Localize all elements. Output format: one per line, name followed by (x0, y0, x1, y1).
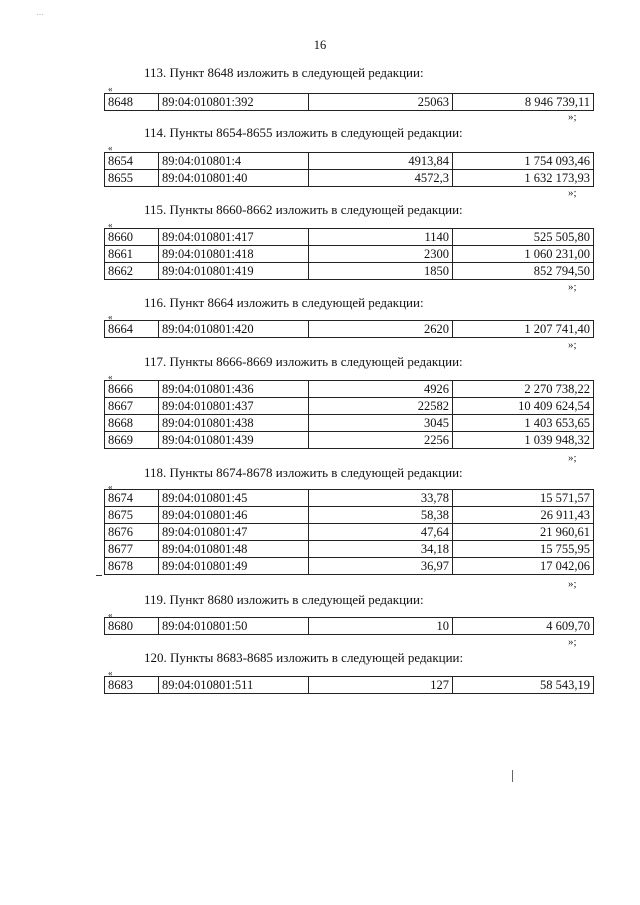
area-value: 36,97 (309, 558, 453, 575)
area-value: 10 (309, 618, 453, 635)
table-row (105, 677, 594, 694)
table-row (105, 490, 594, 507)
item-number: 8675 (105, 507, 159, 524)
cost-value: 26 911,43 (453, 507, 594, 524)
cost-value: 1 403 653,65 (453, 415, 594, 432)
amendment-table-113 (104, 93, 594, 111)
section-heading-118: 118. Пункты 8674-8678 изложить в следующей редакции: (144, 465, 463, 480)
cadastral-number: 89:04:010801:419 (159, 263, 309, 280)
table-row (105, 381, 594, 398)
item-number: 8674 (105, 490, 159, 507)
section-heading-117: 117. Пункты 8666-8669 изложить в следующей редакции: (144, 354, 463, 369)
cost-value: 8 946 739,11 (453, 94, 594, 111)
item-number: 8648 (105, 94, 159, 111)
cost-value: 17 042,06 (453, 558, 594, 575)
item-number: 8677 (105, 541, 159, 558)
item-number: 8683 (105, 677, 159, 694)
margin-mark: … (36, 8, 44, 17)
table-row (105, 153, 594, 170)
quote-open: « (108, 668, 113, 678)
section-heading-116: 116. Пункт 8664 изложить в следующей редакции: (144, 295, 424, 310)
area-value: 4913,84 (309, 153, 453, 170)
item-number: 8664 (105, 321, 159, 338)
area-value: 47,64 (309, 524, 453, 541)
table-row (105, 558, 594, 575)
cost-value: 58 543,19 (453, 677, 594, 694)
cost-value: 2 270 738,22 (453, 381, 594, 398)
area-value: 2256 (309, 432, 453, 449)
area-value: 58,38 (309, 507, 453, 524)
item-number: 8661 (105, 246, 159, 263)
amendment-table-115 (104, 228, 594, 280)
item-number: 8662 (105, 263, 159, 280)
cadastral-number: 89:04:010801:50 (159, 618, 309, 635)
cost-value: 1 754 093,46 (453, 153, 594, 170)
quote-open: « (108, 84, 113, 94)
cost-value: 4 609,70 (453, 618, 594, 635)
cost-value: 10 409 624,54 (453, 398, 594, 415)
cadastral-number: 89:04:010801:417 (159, 229, 309, 246)
area-value: 2300 (309, 246, 453, 263)
item-number: 8678 (105, 558, 159, 575)
area-value: 34,18 (309, 541, 453, 558)
quote-close: »; (568, 578, 577, 590)
amendment-table-116 (104, 320, 594, 338)
cadastral-number: 89:04:010801:47 (159, 524, 309, 541)
cadastral-number: 89:04:010801:48 (159, 541, 309, 558)
cost-value: 852 794,50 (453, 263, 594, 280)
section-heading-113: 113. Пункт 8648 изложить в следующей редакции: (144, 65, 424, 80)
cost-value: 15 755,95 (453, 541, 594, 558)
area-value: 1850 (309, 263, 453, 280)
quote-open: « (108, 482, 113, 492)
quote-close: »; (568, 452, 577, 464)
cadastral-number: 89:04:010801:46 (159, 507, 309, 524)
table-row (105, 94, 594, 111)
table-row (105, 170, 594, 187)
table-row (105, 263, 594, 280)
cadastral-number: 89:04:010801:418 (159, 246, 309, 263)
cost-value: 1 632 173,93 (453, 170, 594, 187)
quote-open: « (108, 312, 113, 322)
item-number: 8669 (105, 432, 159, 449)
cadastral-number: 89:04:010801:4 (159, 153, 309, 170)
quote-open: « (108, 143, 113, 153)
cadastral-number: 89:04:010801:49 (159, 558, 309, 575)
item-number: 8660 (105, 229, 159, 246)
table-row (105, 507, 594, 524)
item-number: 8654 (105, 153, 159, 170)
section-heading-119: 119. Пункт 8680 изложить в следующей редакции: (144, 592, 424, 607)
item-number: 8666 (105, 381, 159, 398)
area-value: 22582 (309, 398, 453, 415)
cost-value: 15 571,57 (453, 490, 594, 507)
cadastral-number: 89:04:010801:420 (159, 321, 309, 338)
area-value: 3045 (309, 415, 453, 432)
amendment-table-117 (104, 380, 594, 449)
quote-close: »; (568, 187, 577, 199)
section-heading-120: 120. Пункты 8683-8685 изложить в следующей редакции: (144, 650, 464, 665)
scan-artifact (512, 770, 513, 782)
cadastral-number: 89:04:010801:40 (159, 170, 309, 187)
table-row (105, 524, 594, 541)
quote-open: « (108, 372, 113, 382)
area-value: 25063 (309, 94, 453, 111)
item-number: 8655 (105, 170, 159, 187)
quote-open: « (108, 610, 113, 620)
quote-close: »; (568, 339, 577, 351)
section-heading-114: 114. Пункты 8654-8655 изложить в следующей редакции: (144, 125, 463, 140)
cadastral-number: 89:04:010801:437 (159, 398, 309, 415)
table-row (105, 246, 594, 263)
item-number: 8667 (105, 398, 159, 415)
item-number: 8668 (105, 415, 159, 432)
quote-close: »; (568, 111, 577, 123)
area-value: 33,78 (309, 490, 453, 507)
area-value: 2620 (309, 321, 453, 338)
cost-value: 21 960,61 (453, 524, 594, 541)
cost-value: 1 039 948,32 (453, 432, 594, 449)
area-value: 4926 (309, 381, 453, 398)
cost-value: 525 505,80 (453, 229, 594, 246)
cost-value: 1 060 231,00 (453, 246, 594, 263)
area-value: 127 (309, 677, 453, 694)
cadastral-number: 89:04:010801:511 (159, 677, 309, 694)
amendment-table-114 (104, 152, 594, 187)
cadastral-number: 89:04:010801:45 (159, 490, 309, 507)
amendment-table-118 (104, 489, 594, 575)
item-number: 8680 (105, 618, 159, 635)
cost-value: 1 207 741,40 (453, 321, 594, 338)
page-number: 16 (313, 38, 327, 52)
section-heading-115: 115. Пункты 8660-8662 изложить в следующей редакции: (144, 202, 463, 217)
area-value: 1140 (309, 229, 453, 246)
table-row (105, 229, 594, 246)
cadastral-number: 89:04:010801:438 (159, 415, 309, 432)
table-row (105, 415, 594, 432)
margin-dash (96, 575, 102, 576)
table-row (105, 398, 594, 415)
quote-close: »; (568, 281, 577, 293)
area-value: 4572,3 (309, 170, 453, 187)
table-row (105, 618, 594, 635)
cadastral-number: 89:04:010801:436 (159, 381, 309, 398)
item-number: 8676 (105, 524, 159, 541)
amendment-table-119 (104, 617, 594, 635)
quote-close: »; (568, 636, 577, 648)
quote-open: « (108, 220, 113, 230)
table-row (105, 432, 594, 449)
cadastral-number: 89:04:010801:392 (159, 94, 309, 111)
cadastral-number: 89:04:010801:439 (159, 432, 309, 449)
table-row (105, 321, 594, 338)
table-row (105, 541, 594, 558)
amendment-table-120 (104, 676, 594, 694)
